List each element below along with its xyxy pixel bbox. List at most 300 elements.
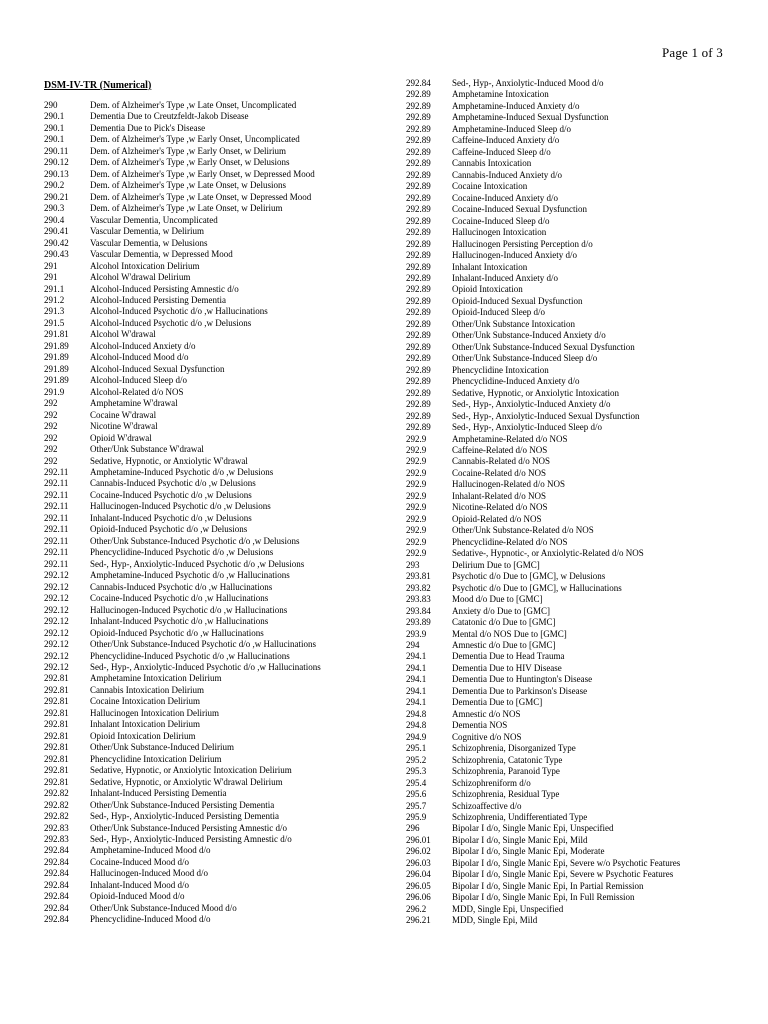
code-row bbox=[406, 227, 756, 238]
diagnostic-code: 294.1 bbox=[406, 685, 427, 696]
diagnostic-code: 292.9 bbox=[406, 467, 427, 478]
diagnosis-description: Bipolar I d/o, Single Manic Epi, Moderate bbox=[452, 846, 605, 857]
diagnosis-description: Alcohol-Induced Sexual Dysfunction bbox=[90, 363, 225, 374]
code-row bbox=[406, 720, 756, 731]
code-row bbox=[44, 134, 394, 145]
diagnostic-code: 294.1 bbox=[406, 674, 427, 685]
diagnostic-code: 292.89 bbox=[406, 238, 431, 249]
diagnosis-description: Inhalant-Related d/o NOS bbox=[452, 490, 546, 501]
code-row bbox=[44, 834, 394, 845]
code-row bbox=[406, 571, 756, 582]
diagnosis-description: Opioid W'drawal bbox=[90, 432, 152, 443]
code-row bbox=[406, 445, 756, 456]
code-row bbox=[44, 249, 394, 260]
diagnostic-code: 291.9 bbox=[44, 386, 65, 397]
diagnostic-code: 296.06 bbox=[406, 892, 431, 903]
code-row bbox=[44, 444, 394, 455]
code-row bbox=[406, 239, 756, 250]
code-row bbox=[44, 536, 394, 547]
code-row bbox=[406, 812, 756, 823]
diagnosis-description: Nicotine-Related d/o NOS bbox=[452, 502, 548, 513]
code-row bbox=[44, 157, 394, 168]
diagnostic-code: 291.89 bbox=[44, 352, 69, 363]
diagnostic-code: 296.01 bbox=[406, 834, 431, 845]
left-column bbox=[44, 100, 394, 926]
code-row bbox=[406, 204, 756, 215]
diagnosis-description: Sedative-, Hypnotic-, or Anxiolytic-Related d/o NOS bbox=[452, 548, 644, 559]
diagnostic-code: 292.89 bbox=[406, 353, 431, 364]
diagnostic-code: 292.89 bbox=[406, 330, 431, 341]
diagnostic-code: 292.11 bbox=[44, 489, 69, 500]
code-row bbox=[44, 123, 394, 134]
diagnostic-code: 294.8 bbox=[406, 720, 427, 731]
code-row bbox=[406, 342, 756, 353]
code-row bbox=[406, 560, 756, 571]
code-row bbox=[44, 605, 394, 616]
code-row bbox=[44, 352, 394, 363]
diagnostic-code: 292.89 bbox=[406, 227, 431, 238]
code-row bbox=[44, 857, 394, 868]
diagnosis-description: Dem. of Alzheimer's Type ,w Late Onset, w Delirium bbox=[90, 203, 283, 214]
diagnostic-code: 292.84 bbox=[44, 868, 69, 879]
diagnosis-description: Sedative, Hypnotic, or Anxiolytic Intoxication Delirium bbox=[90, 765, 292, 776]
diagnostic-code: 290.2 bbox=[44, 180, 65, 191]
code-row bbox=[44, 169, 394, 180]
diagnosis-description: Sed-, Hyp-, Anxiolytic-Induced Psychotic d/o ,w Delusions bbox=[90, 558, 305, 569]
code-row bbox=[44, 570, 394, 581]
diagnosis-description: Dem. of Alzheimer's Type ,w Late Onset, w Delusions bbox=[90, 180, 287, 191]
diagnosis-description: Catatonic d/o Due to [GMC] bbox=[452, 617, 556, 628]
diagnostic-code: 291 bbox=[44, 272, 58, 283]
diagnostic-code: 292.89 bbox=[406, 261, 431, 272]
code-row bbox=[44, 329, 394, 340]
diagnosis-description: Cocaine-Induced Mood d/o bbox=[90, 856, 189, 867]
diagnostic-code: 293.83 bbox=[406, 594, 431, 605]
diagnosis-description: Alcohol-Induced Persisting Dementia bbox=[90, 294, 226, 305]
diagnosis-description: Cocaine Intoxication Delirium bbox=[90, 696, 200, 707]
diagnostic-code: 292.12 bbox=[44, 650, 69, 661]
diagnostic-code: 292.11 bbox=[44, 535, 69, 546]
diagnostic-code: 292.89 bbox=[406, 364, 431, 375]
diagnostic-code: 290.13 bbox=[44, 168, 69, 179]
diagnosis-description: Amphetamine Intoxication bbox=[452, 89, 549, 100]
code-row bbox=[406, 193, 756, 204]
code-row bbox=[406, 789, 756, 800]
diagnostic-code: 292.89 bbox=[406, 169, 431, 180]
diagnosis-description: Amphetamine-Induced Anxiety d/o bbox=[452, 100, 580, 111]
diagnostic-code: 292.84 bbox=[44, 902, 69, 913]
diagnostic-code: 292 bbox=[44, 421, 58, 432]
diagnostic-code: 296.2 bbox=[406, 903, 427, 914]
diagnosis-description: Dementia NOS bbox=[452, 720, 508, 731]
diagnosis-description: Schizophrenia, Disorganized Type bbox=[452, 743, 576, 754]
code-row bbox=[406, 732, 756, 743]
diagnostic-code: 295.3 bbox=[406, 766, 427, 777]
code-row bbox=[406, 158, 756, 169]
diagnosis-description: Sed-, Hyp-, Anxiolytic-Induced Sleep d/o bbox=[452, 422, 602, 433]
diagnosis-description: Cannabis Intoxication bbox=[452, 158, 532, 169]
code-row bbox=[406, 479, 756, 490]
diagnostic-code: 292.9 bbox=[406, 445, 427, 455]
diagnosis-description: Dem. of Alzheimer's Type ,w Late Onset, Uncomplicated bbox=[90, 100, 297, 110]
diagnosis-description: Cocaine-Induced Psychotic d/o ,w Delusions bbox=[90, 489, 252, 500]
diagnostic-code: 292.12 bbox=[44, 604, 69, 615]
diagnosis-description: Alcohol W'drawal Delirium bbox=[90, 272, 191, 283]
code-row bbox=[44, 261, 394, 272]
diagnostic-code: 292.9 bbox=[406, 513, 427, 524]
diagnosis-description: Caffeine-Induced Anxiety d/o bbox=[452, 135, 560, 146]
diagnosis-description: Inhalant-Induced Persisting Dementia bbox=[90, 788, 227, 799]
diagnosis-description: Cognitive d/o NOS bbox=[452, 731, 522, 742]
diagnostic-code: 294.9 bbox=[406, 731, 427, 742]
code-row bbox=[44, 559, 394, 570]
diagnostic-code: 292.84 bbox=[44, 879, 69, 890]
code-row bbox=[406, 651, 756, 662]
diagnosis-description: Other/Unk Substance-Induced Psychotic d/o ,w Delusions bbox=[90, 535, 300, 546]
diagnosis-description: Phencyclidine Intoxication Delirium bbox=[90, 753, 222, 764]
diagnostic-code: 292.12 bbox=[44, 570, 69, 581]
code-row bbox=[406, 766, 756, 777]
code-row bbox=[406, 307, 756, 318]
diagnosis-description: Vascular Dementia, w Delirium bbox=[90, 226, 204, 237]
diagnostic-code: 294.1 bbox=[406, 697, 427, 708]
code-row bbox=[44, 765, 394, 776]
diagnosis-description: Opioid-Induced Psychotic d/o ,w Delusions bbox=[90, 524, 248, 535]
diagnosis-description: Cocaine-Induced Sexual Dysfunction bbox=[452, 204, 587, 215]
diagnosis-description: Dem. of Alzheimer's Type ,w Early Onset, w Delirium bbox=[90, 145, 287, 156]
diagnostic-code: 296 bbox=[406, 823, 420, 834]
diagnostic-code: 295.4 bbox=[406, 777, 427, 788]
diagnosis-description: Schizophrenia, Paranoid Type bbox=[452, 766, 560, 777]
diagnosis-description: Schizoaffective d/o bbox=[452, 800, 522, 811]
code-row bbox=[406, 353, 756, 364]
diagnosis-description: Alcohol-Induced Sleep d/o bbox=[90, 375, 187, 386]
code-row bbox=[406, 273, 756, 284]
code-row bbox=[44, 295, 394, 306]
code-row bbox=[406, 778, 756, 789]
diagnosis-description: Hallucinogen Intoxication Delirium bbox=[90, 707, 219, 718]
code-row bbox=[406, 858, 756, 869]
diagnostic-code: 292.11 bbox=[44, 478, 69, 489]
diagnosis-description: Dem. of Alzheimer's Type ,w Late Onset, w Depressed Mood bbox=[90, 191, 312, 202]
code-row bbox=[44, 433, 394, 444]
diagnosis-description: Other/Unk Substance-Induced Mood d/o bbox=[90, 902, 237, 913]
code-row bbox=[406, 709, 756, 720]
diagnosis-description: Phencyclidine-Related d/o NOS bbox=[452, 536, 568, 547]
diagnosis-description: Cannabis-Induced Anxiety d/o bbox=[452, 169, 562, 180]
diagnostic-code: 292.9 bbox=[406, 490, 427, 501]
diagnosis-description: Amphetamine-Related d/o NOS bbox=[452, 433, 568, 444]
code-row bbox=[44, 754, 394, 765]
diagnostic-code: 292.11 bbox=[44, 501, 69, 512]
diagnostic-code: 292.89 bbox=[406, 295, 431, 306]
diagnostic-code: 292.81 bbox=[44, 742, 69, 753]
code-row bbox=[44, 845, 394, 856]
diagnostic-code: 292.81 bbox=[44, 684, 69, 695]
diagnosis-description: Amphetamine-Induced Psychotic d/o ,w Delusions bbox=[90, 467, 274, 477]
diagnostic-code: 292.89 bbox=[406, 284, 431, 295]
code-row bbox=[44, 880, 394, 891]
code-row bbox=[406, 755, 756, 766]
diagnostic-code: 292.84 bbox=[44, 845, 69, 856]
diagnosis-description: Anxiety d/o Due to [GMC] bbox=[452, 605, 550, 616]
diagnostic-code: 292.89 bbox=[406, 215, 431, 226]
diagnostic-code: 292.9 bbox=[406, 525, 427, 536]
diagnosis-description: Vascular Dementia, w Delusions bbox=[90, 237, 208, 248]
diagnostic-code: 292.89 bbox=[406, 376, 431, 387]
diagnostic-code: 294.8 bbox=[406, 708, 427, 719]
diagnostic-code: 292.89 bbox=[406, 318, 431, 329]
code-row bbox=[44, 421, 394, 432]
diagnosis-description: Alcohol-Induced Anxiety d/o bbox=[90, 340, 196, 351]
code-row bbox=[44, 914, 394, 925]
diagnosis-description: Phencyclidine Intoxication bbox=[452, 364, 549, 375]
code-row bbox=[406, 434, 756, 445]
diagnostic-code: 293.82 bbox=[406, 582, 431, 593]
diagnostic-code: 292.81 bbox=[44, 776, 69, 787]
code-row bbox=[406, 388, 756, 399]
diagnostic-code: 290.1 bbox=[44, 122, 65, 133]
code-row bbox=[44, 272, 394, 283]
code-row bbox=[44, 639, 394, 650]
diagnosis-description: Dem. of Alzheimer's Type ,w Early Onset, Uncomplicated bbox=[90, 134, 300, 145]
diagnostic-code: 294 bbox=[406, 639, 420, 650]
diagnostic-code: 292.89 bbox=[406, 387, 431, 398]
diagnosis-description: Alcohol Intoxication Delirium bbox=[90, 260, 200, 271]
diagnosis-description: Psychotic d/o Due to [GMC], w Delusions bbox=[452, 571, 606, 582]
diagnosis-description: Other/Unk Substance-Induced Psychotic d/o ,w Hallucinations bbox=[90, 639, 316, 650]
diagnostic-code: 292.11 bbox=[44, 512, 69, 523]
diagnosis-description: Amphetamine-Induced Psychotic d/o ,w Hallucinations bbox=[90, 570, 290, 581]
code-row bbox=[406, 514, 756, 525]
diagnostic-code: 292 bbox=[44, 409, 58, 420]
diagnostic-code: 291.1 bbox=[44, 283, 65, 294]
diagnostic-code: 292.89 bbox=[406, 399, 431, 410]
diagnosis-description: Alcohol-Induced Psychotic d/o ,w Delusions bbox=[90, 317, 252, 328]
diagnostic-code: 291.3 bbox=[44, 306, 65, 317]
code-row bbox=[406, 904, 756, 915]
code-row bbox=[406, 101, 756, 112]
diagnosis-description: Hallucinogen Intoxication bbox=[452, 227, 547, 238]
diagnosis-description: Bipolar I d/o, Single Manic Epi, Unspecified bbox=[452, 823, 614, 834]
code-row bbox=[406, 216, 756, 227]
diagnosis-description: Sedative, Hypnotic, or Anxiolytic Intoxication bbox=[452, 387, 619, 398]
code-row bbox=[406, 801, 756, 812]
diagnostic-code: 292.89 bbox=[406, 204, 431, 215]
diagnostic-code: 292.9 bbox=[406, 433, 427, 444]
diagnostic-code: 292.89 bbox=[406, 410, 431, 421]
diagnostic-code: 292.12 bbox=[44, 639, 69, 650]
code-row bbox=[406, 686, 756, 697]
diagnosis-description: Phencyclidine-Induced Anxiety d/o bbox=[452, 376, 580, 387]
code-row bbox=[44, 100, 394, 111]
code-row bbox=[406, 583, 756, 594]
code-row bbox=[406, 89, 756, 100]
diagnostic-code: 292.12 bbox=[44, 581, 69, 592]
diagnostic-code: 292.84 bbox=[406, 78, 431, 88]
diagnosis-description: Sedative, Hypnotic, or Anxiolytic W'drawal Delirium bbox=[90, 776, 283, 787]
diagnostic-code: 292.11 bbox=[44, 467, 69, 477]
diagnostic-code: 292.89 bbox=[406, 146, 431, 157]
code-row bbox=[44, 387, 394, 398]
code-row bbox=[406, 548, 756, 559]
diagnostic-code: 292.83 bbox=[44, 822, 69, 833]
code-row bbox=[44, 823, 394, 834]
code-row bbox=[406, 319, 756, 330]
diagnosis-description: Caffeine-Induced Sleep d/o bbox=[452, 146, 551, 157]
diagnostic-code: 292.89 bbox=[406, 250, 431, 261]
diagnostic-code: 290.1 bbox=[44, 111, 65, 122]
code-row bbox=[406, 181, 756, 192]
code-row bbox=[406, 250, 756, 261]
diagnosis-description: Opioid-Induced Psychotic d/o ,w Hallucinations bbox=[90, 627, 264, 638]
diagnosis-description: Phencyclidine-Induced Psychotic d/o ,w Hallucinations bbox=[90, 650, 290, 661]
diagnosis-description: Dementia Due to HIV Disease bbox=[452, 662, 562, 673]
diagnosis-description: Amnestic d/o NOS bbox=[452, 708, 521, 719]
code-row bbox=[406, 617, 756, 628]
diagnostic-code: 294.1 bbox=[406, 662, 427, 673]
diagnosis-description: Bipolar I d/o, Single Manic Epi, In Partial Remission bbox=[452, 880, 644, 891]
code-row bbox=[44, 673, 394, 684]
code-row bbox=[44, 364, 394, 375]
code-row bbox=[406, 78, 756, 89]
diagnosis-description: Cocaine Intoxication bbox=[452, 181, 528, 192]
diagnosis-description: Cocaine-Induced Sleep d/o bbox=[452, 215, 550, 226]
diagnostic-code: 295.1 bbox=[406, 743, 427, 754]
diagnosis-description: Other/Unk Substance-Induced Sexual Dysfunction bbox=[452, 341, 635, 352]
code-row bbox=[44, 582, 394, 593]
diagnosis-description: Amphetamine Intoxication Delirium bbox=[90, 673, 222, 684]
diagnosis-description: Opioid Intoxication bbox=[452, 284, 523, 295]
diagnosis-description: Inhalant Intoxication bbox=[452, 261, 528, 272]
diagnosis-description: Amphetamine-Induced Mood d/o bbox=[90, 845, 211, 856]
code-row bbox=[44, 192, 394, 203]
diagnostic-code: 290.43 bbox=[44, 249, 69, 260]
code-row bbox=[406, 823, 756, 834]
diagnosis-description: Inhalant-Induced Psychotic d/o ,w Delusions bbox=[90, 512, 252, 523]
code-row bbox=[44, 478, 394, 489]
diagnosis-description: Dementia Due to Head Trauma bbox=[452, 651, 565, 662]
code-row bbox=[44, 891, 394, 902]
diagnostic-code: 292 bbox=[44, 398, 58, 409]
diagnostic-code: 295.7 bbox=[406, 800, 427, 811]
diagnostic-code: 292.81 bbox=[44, 673, 69, 684]
code-row bbox=[44, 203, 394, 214]
code-row bbox=[406, 284, 756, 295]
diagnosis-description: Cannabis Intoxication Delirium bbox=[90, 684, 204, 695]
diagnostic-code: 296.03 bbox=[406, 857, 431, 868]
diagnosis-description: Other/Unk Substance-Induced Persisting Amnestic d/o bbox=[90, 822, 287, 833]
diagnostic-code: 292.11 bbox=[44, 547, 69, 558]
code-row bbox=[44, 490, 394, 501]
diagnosis-description: Inhalant-Induced Psychotic d/o ,w Hallucinations bbox=[90, 616, 269, 627]
diagnosis-description: Caffeine-Related d/o NOS bbox=[452, 445, 548, 455]
diagnostic-code: 290.11 bbox=[44, 145, 69, 156]
code-row bbox=[406, 422, 756, 433]
code-row bbox=[406, 674, 756, 685]
diagnosis-description: Amnestic d/o Due to [GMC] bbox=[452, 639, 556, 650]
diagnostic-code: 292.89 bbox=[406, 112, 431, 123]
diagnosis-description: Alcohol-Induced Psychotic d/o ,w Hallucinations bbox=[90, 306, 268, 317]
code-row bbox=[44, 341, 394, 352]
diagnostic-code: 293.84 bbox=[406, 605, 431, 616]
diagnosis-description: Hallucinogen-Related d/o NOS bbox=[452, 479, 565, 490]
code-row bbox=[406, 594, 756, 605]
diagnosis-description: Other/Unk Substance-Induced Persisting Dementia bbox=[90, 799, 275, 810]
diagnosis-description: Hallucinogen-Induced Mood d/o bbox=[90, 868, 208, 879]
diagnosis-description: Cocaine W'drawal bbox=[90, 409, 157, 420]
diagnosis-description: Schizophrenia, Undifferentiated Type bbox=[452, 812, 588, 822]
diagnostic-code: 290.3 bbox=[44, 203, 65, 214]
diagnostic-code: 292.84 bbox=[44, 856, 69, 867]
diagnostic-code: 292.12 bbox=[44, 627, 69, 638]
diagnostic-code: 290.12 bbox=[44, 157, 69, 168]
diagnosis-description: Hallucinogen Persisting Perception d/o bbox=[452, 238, 593, 249]
diagnostic-code: 295.6 bbox=[406, 789, 427, 800]
diagnosis-description: Vascular Dementia, w Depressed Mood bbox=[90, 249, 233, 260]
diagnostic-code: 292.82 bbox=[44, 788, 69, 799]
diagnostic-code: 291 bbox=[44, 260, 58, 271]
code-row bbox=[44, 111, 394, 122]
code-row bbox=[406, 915, 756, 926]
diagnostic-code: 292.82 bbox=[44, 811, 69, 822]
diagnostic-code: 292.81 bbox=[44, 707, 69, 718]
diagnosis-description: MDD, Single Epi, Unspecified bbox=[452, 903, 564, 914]
diagnosis-description: Sed-, Hyp-, Anxiolytic-Induced Persisting Dementia bbox=[90, 811, 279, 822]
code-row bbox=[406, 147, 756, 158]
diagnosis-description: Sed-, Hyp-, Anxiolytic-Induced Sexual Dysfunction bbox=[452, 410, 640, 421]
diagnosis-description: Sedative, Hypnotic, or Anxiolytic W'drawal bbox=[90, 455, 248, 466]
code-row bbox=[406, 640, 756, 651]
diagnosis-description: Inhalant-Induced Mood d/o bbox=[90, 879, 189, 890]
diagnosis-description: Phencyclidine-Induced Mood d/o bbox=[90, 914, 211, 925]
diagnosis-description: Dem. of Alzheimer's Type ,w Early Onset, w Delusions bbox=[90, 157, 290, 168]
diagnosis-description: Amphetamine-Induced Sleep d/o bbox=[452, 123, 571, 134]
code-row bbox=[44, 628, 394, 639]
code-row bbox=[406, 468, 756, 479]
diagnostic-code: 291.81 bbox=[44, 329, 69, 340]
diagnosis-description: Schizophrenia, Catatonic Type bbox=[452, 754, 563, 765]
diagnosis-description: MDD, Single Epi, Mild bbox=[452, 915, 538, 926]
diagnostic-code: 295.9 bbox=[406, 812, 427, 822]
diagnosis-description: Opioid Intoxication Delirium bbox=[90, 730, 196, 741]
diagnosis-description: Mood d/o Due to [GMC] bbox=[452, 594, 543, 605]
diagnosis-description: Amphetamine W'drawal bbox=[90, 398, 178, 409]
diagnostic-code: 292.82 bbox=[44, 799, 69, 810]
diagnosis-description: Phencyclidine-Induced Psychotic d/o ,w Delusions bbox=[90, 547, 274, 558]
code-row bbox=[44, 501, 394, 512]
diagnosis-description: Schizophreniform d/o bbox=[452, 777, 531, 788]
diagnostic-code: 292.81 bbox=[44, 765, 69, 776]
code-row bbox=[44, 226, 394, 237]
diagnosis-description: Opioid-Induced Sleep d/o bbox=[452, 307, 545, 318]
code-row bbox=[44, 467, 394, 478]
diagnosis-description: Other/Unk Substance-Induced Anxiety d/o bbox=[452, 330, 606, 341]
diagnostic-code: 292.89 bbox=[406, 181, 431, 192]
diagnostic-code: 292.12 bbox=[44, 661, 69, 672]
code-row bbox=[406, 606, 756, 617]
diagnosis-description: Opioid-Induced Mood d/o bbox=[90, 891, 185, 902]
diagnosis-description: Dementia Due to Parkinson's Disease bbox=[452, 685, 588, 696]
diagnostic-code: 290.41 bbox=[44, 226, 69, 237]
diagnosis-description: Alcohol-Induced Persisting Amnestic d/o bbox=[90, 283, 239, 294]
diagnostic-code: 292.81 bbox=[44, 696, 69, 707]
diagnostic-code: 292.11 bbox=[44, 524, 69, 535]
code-row bbox=[44, 616, 394, 627]
diagnostic-code: 296.21 bbox=[406, 915, 431, 926]
diagnostic-code: 292.81 bbox=[44, 730, 69, 741]
diagnosis-description: Cocaine-Related d/o NOS bbox=[452, 467, 546, 478]
